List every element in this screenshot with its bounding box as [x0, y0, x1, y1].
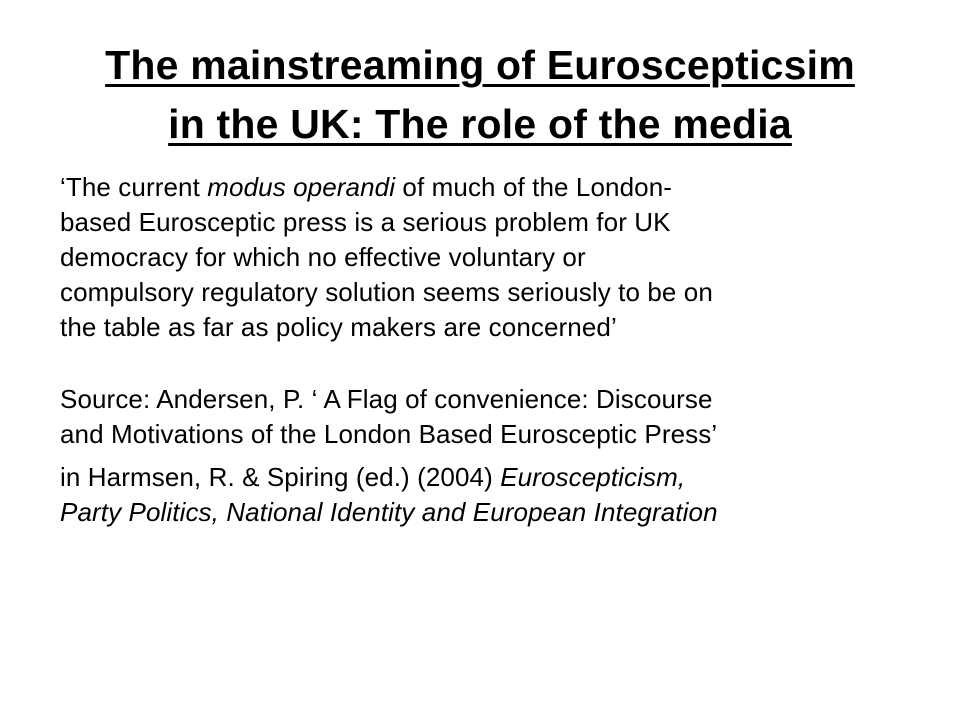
quote-emphasis: modus operandi [207, 172, 396, 202]
slide-title [40, 36, 920, 154]
quote-line-3: democracy for which no effective voluntary or [60, 242, 586, 272]
source-line-2: and Motivations of the London Based Eurosceptic Press’ [60, 419, 718, 449]
quote-line-2: based Eurosceptic press is a serious problem for UK [60, 207, 671, 237]
citation-line-1 [60, 460, 910, 495]
quote-paragraph [60, 170, 910, 345]
citation-book-title-part-2: Party Politics, National Identity and European Integration [60, 497, 718, 527]
citation-book-title-part-1: Euroscepticism, [500, 462, 686, 492]
slide-body [60, 170, 910, 530]
citation-line-2 [60, 495, 910, 530]
quote-open-text: ‘The current [60, 172, 208, 202]
quote-line-1-rest: of much of the London- [395, 172, 673, 202]
citation-prefix: in Harmsen, R. & Spiring (ed.) (2004) [60, 462, 501, 492]
source-paragraph [60, 382, 910, 452]
source-line-1: Source: Andersen, P. ‘ A Flag of convenience: Discourse [60, 384, 713, 414]
slide-title-line-2: in the UK: The role of the media [168, 101, 792, 147]
citation-paragraph [60, 460, 910, 530]
slide-title-line-1: The mainstreaming of Euroscepticsim [105, 42, 855, 88]
quote-line-1 [60, 170, 910, 205]
quote-line-4: compulsory regulatory solution seems seriously to be on [60, 277, 713, 307]
quote-line-5: the table as far as policy makers are concerned’ [60, 312, 617, 342]
